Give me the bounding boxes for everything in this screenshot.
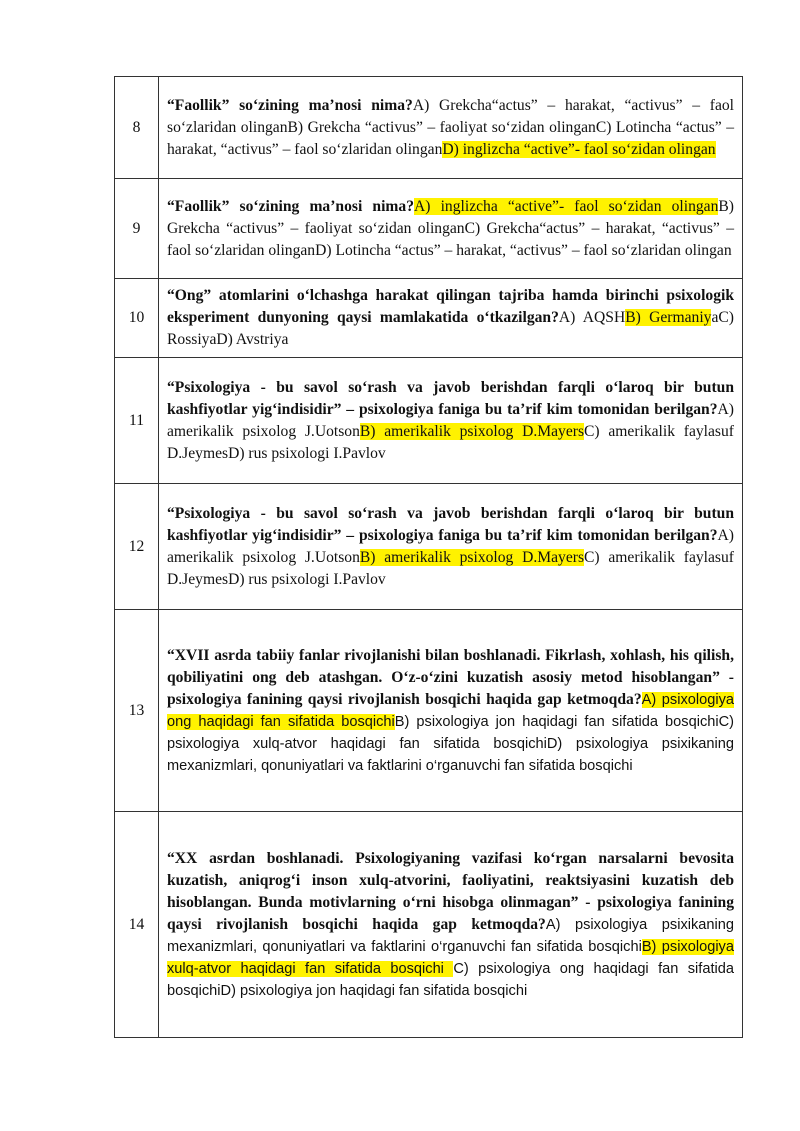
- row-number: 14: [115, 812, 159, 1038]
- question-text: “Psixologiya - bu savol so‘rash va javob berishdan farqli o‘laroq bir butun kashfiyotlar yig‘indisidir” – psixologiya faniga bu ta’rif kim tomonidan berilgan?: [167, 504, 734, 544]
- answer-option: C) psixologiya ong haqidagi fan sifatida bosqichiD) psixologiya jon haqidagi fan sifatida bosqichi: [167, 960, 735, 999]
- answer-option: A) amerikalik psixolog J.Uotson: [167, 526, 734, 566]
- answer-option: A) Grekcha“actus” – harakat, “activus” – faol so‘zlaridan olinganB) Grekcha “activus” – faoliyat so‘zidan olinganC) Lotincha “actus” – harakat, “activus” – faol so‘zlaridan olingan: [167, 96, 734, 158]
- question-text: “Ong” atomlarini o‘lchashga harakat qilingan tajriba hamda birinchi psixologik eksperiment dunyoning qaysi mamlakatida o‘tkazilgan?: [167, 287, 734, 326]
- question-text: “Psixologiya - bu savol so‘rash va javob berishdan farqli o‘laroq bir butun kashfiyotlar yig‘indisidir” – psixologiya faniga bu ta’rif kim tomonidan berilgan?: [167, 378, 734, 418]
- row-number: 9: [115, 179, 159, 279]
- correct-answer-highlight: A) inglizcha “active”- faol so‘zidan olingan: [414, 197, 719, 215]
- question-text: “XX asrdan boshlanadi. Psixologiyaning vazifasi ko‘rgan narsalarni bevosita kuzatish, aniqrog‘i inson xulq-atvorini, faoliyatini, reaktsiyasini kuzatish deb hisoblangan. Bunda motivlarning o‘rni hisobga olinmagan” - psixologiya fanining qaysi rivojlanish bosqichi haqida gap ketmoqda?: [167, 849, 734, 933]
- answer-option: A) amerikalik psixolog J.Uotson: [167, 400, 734, 440]
- question-cell: [159, 484, 743, 610]
- answer-option: B) Grekcha “activus” – faoliyat so‘zidan olinganC) Grekcha“actus” – harakat, “activus” – faol so‘zlaridan olinganD) Lotincha “actus” – harakat, “activus” – faol so‘zlaridan olingan: [167, 197, 734, 259]
- question-cell: [159, 358, 743, 484]
- correct-answer-highlight: B) psixologiya xulq-atvor haqidagi fan sifatida bosqichi: [167, 938, 734, 977]
- row-number: 12: [115, 484, 159, 610]
- table-row: [115, 610, 743, 812]
- question-cell: [159, 279, 743, 358]
- table-row: [115, 279, 743, 358]
- question-text: “Faollik” so‘zining ma’nosi nima?: [167, 96, 413, 114]
- correct-answer-highlight: B) amerikalik psixolog D.Mayers: [359, 422, 585, 440]
- correct-answer-highlight: B) amerikalik psixolog D.Mayers: [359, 548, 585, 566]
- question-cell: [159, 179, 743, 279]
- row-number: 13: [115, 610, 159, 812]
- question-cell: [159, 77, 743, 179]
- row-number: 8: [115, 77, 159, 179]
- question-cell: [159, 812, 743, 1038]
- answer-option: aC) RossiyaD) Avstriya: [167, 309, 734, 348]
- answer-option: C) amerikalik faylasuf D.JeymesD) rus psixologi I.Pavlov: [167, 548, 734, 588]
- answer-option: A) AQSH: [558, 309, 626, 326]
- correct-answer-highlight: A) psixologiya ong haqidagi fan sifatida bosqichi: [167, 691, 734, 730]
- answer-option: C) amerikalik faylasuf D.JeymesD) rus psixologi I.Pavlov: [167, 422, 734, 462]
- table-row: [115, 358, 743, 484]
- answer-option: A) psixologiya psixikaning mexanizmlari, qonuniyatlari va faktlarini o‘rganuvchi fan sifatida bosqichi: [167, 916, 734, 955]
- answer-option: B) psixologiya jon haqidagi fan sifatida bosqichiC) psixologiya xulq-atvor haqidagi fan sifatida bosqichiD) psixologiya psixikaning mexanizmlari, qonuniyatlari va faktlarini o‘rganuvchi fan sifatida bosqichi: [167, 713, 734, 774]
- question-text: “Faollik” so‘zining ma’nosi nima?: [167, 197, 415, 215]
- question-text: “XVII asrda tabiiy fanlar rivojlanishi bilan boshlanadi. Fikrlash, xohlash, his qilish, qobiliyatini ong deb atashgan. O‘z-o‘zini kuzatish asosiy metod hisoblangan” -psixologiya fanining qaysi rivojlanish bosqichi haqida gap ketmoqda?: [167, 646, 734, 708]
- correct-answer-highlight: D) inglizcha “active”- faol so‘zidan olingan: [442, 140, 716, 158]
- table-row: [115, 484, 743, 610]
- question-cell: [159, 610, 743, 812]
- table-row: [115, 77, 743, 179]
- row-number: 10: [115, 279, 159, 358]
- table-row: [115, 179, 743, 279]
- table-row: [115, 812, 743, 1038]
- correct-answer-highlight: B) Germaniy: [625, 309, 712, 326]
- row-number: 11: [115, 358, 159, 484]
- question-table: [114, 76, 743, 1038]
